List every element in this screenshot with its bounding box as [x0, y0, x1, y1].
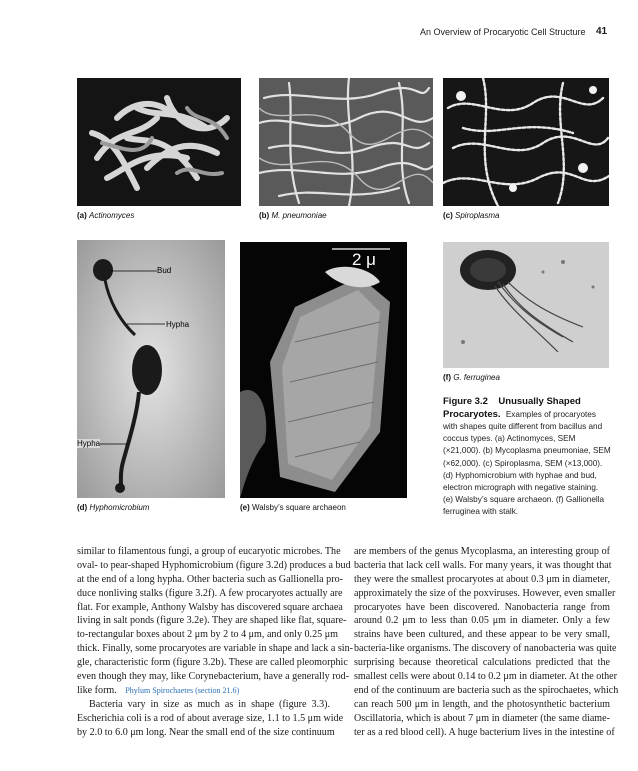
body-right-line: bacteria-like organisms. The discovery of nanobacteria was quite: [354, 643, 617, 655]
body-right-line: smallest cells were about 0.14 to 0.2 μm in diameter. At the other: [354, 671, 618, 683]
photo-gallionella: [443, 242, 609, 368]
body-right-line: bacteria that lack cell walls. For many years, it was thought that: [354, 559, 612, 571]
body-left-line: by 2.0 to 6.0 μm long. Near the small end of the size continuum: [77, 726, 335, 738]
figure-caption-line-7: electron micrograph with negative staining.: [443, 483, 599, 493]
body-right-line: Oscillatoria, which is about 7 μm in diameter (the same diame-: [354, 712, 610, 724]
caption-e: [240, 503, 346, 512]
body-left-line: at the end of a long hypha. Other bacteria such as Gallionella pro-: [77, 573, 343, 585]
body-left-line: even though they may, like Corynebacterium, have a generally rod-: [77, 671, 350, 683]
body-left-line: oval- to pear-shaped Hyphomicrobium (figure 3.2d) produces a bud: [77, 559, 351, 571]
body-left-line: gle, characteristic form (figure 3.2b). These are called pleomorphic: [77, 657, 348, 669]
body-right-line: can reach 500 μm in length, and the photosynthetic bacterium: [354, 698, 610, 710]
caption-f: [443, 373, 500, 382]
body-right-line: strains have been cultured, and these appear to be very small,: [354, 629, 610, 641]
square-archaeon-micrograph: [240, 242, 407, 498]
label-hypha-upper: Hypha: [166, 320, 190, 329]
body-right-line: ter as a red blood cell). A huge bacterium lives in the intestine of: [354, 726, 615, 738]
figure-caption-line-1: Examples of procaryotes: [505, 409, 596, 419]
caption-a-name: Actinomyces: [89, 211, 135, 220]
body-left-line: duce nonliving stalks (figure 3.2f). A few procaryotes actually are: [77, 587, 343, 599]
body-left-line: similar to filamentous fungi, a group of eucaryotic microbes. The: [77, 546, 341, 557]
body-column-right: [354, 545, 619, 739]
body-left-line-with-link: [77, 684, 330, 698]
body-left-line: thick. Finally, some procaryotes are variable in shape and lack a sin-: [77, 643, 353, 655]
caption-c: [443, 211, 499, 220]
figure-title-line-1: Figure 3.2 Unusually Shaped: [443, 396, 581, 407]
actinomyces-micrograph: [77, 78, 241, 206]
caption-d-letter: (d): [77, 503, 88, 512]
figure-caption-line-4: (×21,000). (b) Mycoplasma pneumoniae, SEM: [443, 446, 611, 456]
photo-square-archaeon: [240, 242, 407, 498]
body-right-line: end of the continuum are bacteria such as the spirochaetes, which: [354, 684, 619, 696]
spiroplasma-micrograph: [443, 78, 609, 206]
figure-caption: [443, 396, 623, 519]
body-right-line: procaryotes have been discovered. Nanobacteria range from: [354, 601, 610, 613]
photo-actinomyces: [77, 78, 241, 206]
body-left-line: living in salt ponds (figure 3.2e). They are shaped like flat, square-: [77, 615, 347, 627]
body-left-line: Bacteria vary in size as much as in shape (figure 3.3).: [89, 698, 330, 710]
figure-title-line-2: [443, 409, 623, 422]
scale-bar-label: 2 μ: [352, 250, 376, 269]
caption-e-text: Walsby’s square archaeon: [252, 503, 346, 512]
photo-spiroplasma: [443, 78, 609, 206]
caption-d-name: Hyphomicrobium: [89, 503, 150, 512]
body-right-line: are members of the genus Mycoplasma, an interesting group of: [354, 546, 610, 557]
figure-caption-line-6: (d) Hyphomicrobium with hyphae and bud,: [443, 470, 597, 480]
caption-a: [77, 211, 134, 220]
caption-b-name: M. pneumoniae: [271, 211, 327, 220]
caption-c-name: Spiroplasma: [455, 211, 500, 220]
caption-b-letter: (b): [259, 211, 270, 220]
label-bud: Bud: [157, 266, 172, 275]
body-right-line: surprising because theoretical calculations predicted that the: [354, 657, 610, 669]
body-right-line: they were the smallest procaryotes at about 0.3 μm in diameter,: [354, 573, 610, 585]
body-right-line: around 0.2 μm to less than 0.05 μm in diameter. Only a few: [354, 615, 610, 627]
gallionella-micrograph: [443, 242, 609, 368]
caption-c-letter: (c): [443, 211, 453, 220]
caption-b: [259, 211, 327, 220]
figure-caption-line-5: (×62,000). (c) Spiroplasma, SEM (×13,000).: [443, 458, 603, 468]
photo-m-pneumoniae: [259, 78, 433, 206]
caption-e-letter: (e): [240, 503, 250, 512]
caption-d: [77, 503, 149, 512]
running-header-title: An Overview of Procaryotic Cell Structure: [420, 27, 586, 37]
hyphomicrobium-micrograph: [77, 240, 225, 498]
body-right-line: approximately the size of the poxviruses. However, even smaller: [354, 587, 616, 599]
label-hypha-lower: Hypha: [77, 439, 101, 448]
m-pneumoniae-micrograph: [259, 78, 433, 206]
body-left-line: like form.: [77, 684, 117, 696]
photo-hyphomicrobium: [77, 240, 225, 498]
caption-a-letter: (a): [77, 211, 87, 220]
figure-caption-line-8: (e) Walsby’s square archaeon. (f) Gallionella: [443, 495, 605, 505]
figure-title-continued: Procaryotes.: [443, 408, 501, 420]
figure-caption-line-2: with shapes quite different from bacillus and: [443, 422, 603, 431]
figure-caption-line-3: coccus types. (a) Actinomyces, SEM: [443, 434, 576, 444]
body-column-left: [77, 545, 353, 739]
caption-f-letter: (f): [443, 373, 451, 382]
body-left-line: to-rectangular boxes about 2 μm by 2 to 4 μm, and only 0.25 μm: [77, 629, 338, 641]
caption-f-name: G. ferruginea: [453, 373, 500, 382]
cross-reference-link[interactable]: Phylum Spirochaetes (section 21.6): [125, 685, 240, 695]
body-left-line: Escherichia coli is a rod of about average size, 1.1 to 1.5 μm wide: [77, 712, 344, 724]
page-number: 41: [596, 26, 608, 37]
body-left-line: flat. For example, Anthony Walsby has discovered square archaea: [77, 601, 343, 613]
figure-caption-line-9: ferruginea with stalk.: [443, 507, 519, 517]
